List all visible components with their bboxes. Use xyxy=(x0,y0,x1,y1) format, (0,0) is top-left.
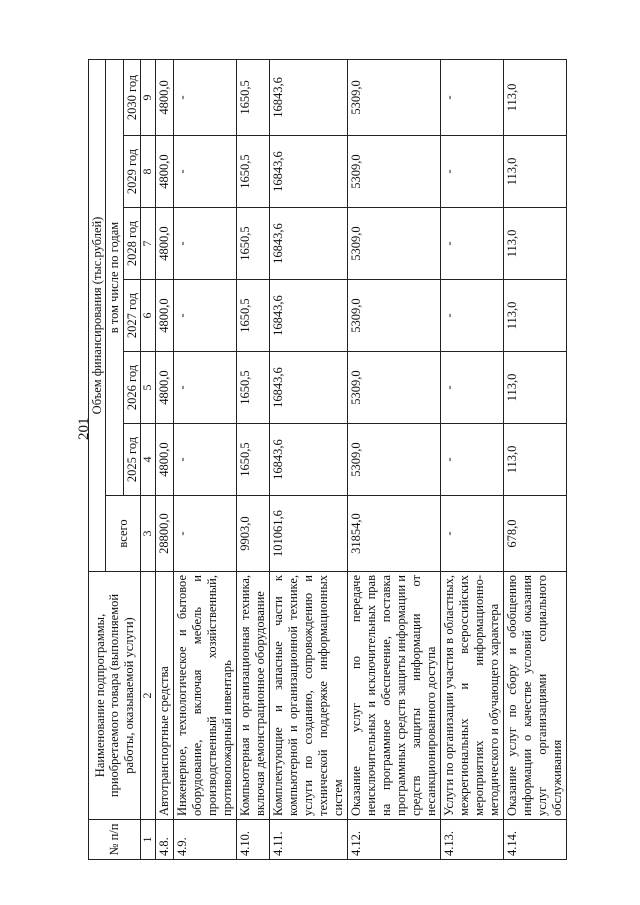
row-name: Инженерное, технологическое и бытовое оборудование, включая мебель и производственный хозяйственный, противопожарный инвентарь xyxy=(173,572,236,820)
row-total: 9903,0 xyxy=(236,496,269,572)
row-total: - xyxy=(173,496,236,572)
row-value-2027: - xyxy=(440,280,503,352)
row-value-2029: 1650,5 xyxy=(236,136,269,208)
table-row xyxy=(347,59,440,859)
row-number: 4.13. xyxy=(440,820,503,860)
row-value-2027: 16843,6 xyxy=(269,280,347,352)
row-value-2030: 16843,6 xyxy=(269,59,347,135)
table-row xyxy=(503,59,566,859)
row-value-2025: - xyxy=(173,424,236,496)
col-index: 1 xyxy=(141,820,156,860)
row-name: Автотранспортные средства xyxy=(155,572,173,820)
column-index-row xyxy=(141,59,156,859)
row-total: 28800,0 xyxy=(155,496,173,572)
year-header: 2026 год xyxy=(123,352,140,424)
row-value-2026: 16843,6 xyxy=(269,352,347,424)
table-row xyxy=(236,59,269,859)
row-name: Оказание услуг по сбору и обобщению информации о качестве условий оказания услуг организациями социального обслуживания xyxy=(503,572,566,820)
row-value-2030: 1650,5 xyxy=(236,59,269,135)
table-header xyxy=(89,59,156,859)
row-value-2028: 5309,0 xyxy=(347,208,440,280)
col-no-header: № п/п xyxy=(89,820,141,860)
table-row xyxy=(173,59,236,859)
col-index: 8 xyxy=(141,136,156,208)
funding-title-header: Объем финансирования (тыс.рублей) xyxy=(89,59,106,571)
row-value-2028: 1650,5 xyxy=(236,208,269,280)
row-value-2028: 16843,6 xyxy=(269,208,347,280)
row-number: 4.9. xyxy=(173,820,236,860)
row-value-2026: 5309,0 xyxy=(347,352,440,424)
row-value-2025: 16843,6 xyxy=(269,424,347,496)
row-value-2027: - xyxy=(173,280,236,352)
row-value-2026: 113,0 xyxy=(503,352,566,424)
row-total: 678,0 xyxy=(503,496,566,572)
col-index: 3 xyxy=(141,496,156,572)
row-number: 4.12. xyxy=(347,820,440,860)
row-name: Комплектующие и запасные части к компьютерной и организационной технике, услуги по созданию, сопровождению и технической поддержке информационных систем xyxy=(269,572,347,820)
row-value-2029: 4800,0 xyxy=(155,136,173,208)
col-index: 2 xyxy=(141,572,156,820)
rotated-document xyxy=(88,60,618,860)
row-value-2027: 5309,0 xyxy=(347,280,440,352)
row-number: 4.8. xyxy=(155,820,173,860)
row-value-2025: 4800,0 xyxy=(155,424,173,496)
col-index: 5 xyxy=(141,352,156,424)
row-value-2025: 113,0 xyxy=(503,424,566,496)
row-value-2027: 1650,5 xyxy=(236,280,269,352)
row-value-2030: - xyxy=(173,59,236,135)
row-number: 4.10. xyxy=(236,820,269,860)
year-header: 2029 год xyxy=(123,136,140,208)
row-value-2029: - xyxy=(440,136,503,208)
row-value-2027: 113,0 xyxy=(503,280,566,352)
funding-table xyxy=(88,59,567,860)
row-total: 101061,6 xyxy=(269,496,347,572)
row-total: 31854,0 xyxy=(347,496,440,572)
row-value-2030: 5309,0 xyxy=(347,59,440,135)
row-value-2026: - xyxy=(173,352,236,424)
row-value-2025: 1650,5 xyxy=(236,424,269,496)
col-index: 7 xyxy=(141,208,156,280)
row-value-2028: 113,0 xyxy=(503,208,566,280)
row-value-2028: - xyxy=(440,208,503,280)
row-value-2028: 4800,0 xyxy=(155,208,173,280)
row-total: - xyxy=(440,496,503,572)
row-name: Оказание услуг по передаче неисключительных и исключительных прав на программное обеспечение, поставка программных средств защиты информации и средств защиты информации от несанкционированного доступа xyxy=(347,572,440,820)
year-header: 2030 год xyxy=(123,59,140,135)
col-index: 9 xyxy=(141,59,156,135)
row-value-2030: 4800,0 xyxy=(155,59,173,135)
including-years-header: в том числе по годам xyxy=(106,59,123,495)
row-value-2029: 5309,0 xyxy=(347,136,440,208)
table-row xyxy=(269,59,347,859)
row-value-2030: - xyxy=(440,59,503,135)
page-number: 201 xyxy=(76,417,92,440)
row-value-2026: 1650,5 xyxy=(236,352,269,424)
row-value-2030: 113,0 xyxy=(503,59,566,135)
col-index: 6 xyxy=(141,280,156,352)
table-body xyxy=(155,59,566,859)
row-name: Компьютерная и организационная техника, включая демонстрационное оборудование xyxy=(236,572,269,820)
year-header: 2028 год xyxy=(123,208,140,280)
row-value-2028: - xyxy=(173,208,236,280)
row-value-2026: 4800,0 xyxy=(155,352,173,424)
table-row xyxy=(440,59,503,859)
row-value-2025: 5309,0 xyxy=(347,424,440,496)
year-header: 2025 год xyxy=(123,424,140,496)
row-value-2029: 113,0 xyxy=(503,136,566,208)
year-header: 2027 год xyxy=(123,280,140,352)
total-header: всего xyxy=(106,496,141,572)
row-name: Услуги по организации участия в областных, межрегиональных и всероссийских мероприятиях информационно-методического и обучающего характера xyxy=(440,572,503,820)
row-value-2029: 16843,6 xyxy=(269,136,347,208)
row-value-2029: - xyxy=(173,136,236,208)
row-number: 4.11. xyxy=(269,820,347,860)
col-name-header: Наименование подпрограммы, приобретаемого товара (выполняемой работы, оказываемой услуги) xyxy=(89,572,141,820)
row-value-2027: 4800,0 xyxy=(155,280,173,352)
table-row xyxy=(155,59,173,859)
row-value-2026: - xyxy=(440,352,503,424)
col-index: 4 xyxy=(141,424,156,496)
row-number: 4.14. xyxy=(503,820,566,860)
row-value-2025: - xyxy=(440,424,503,496)
